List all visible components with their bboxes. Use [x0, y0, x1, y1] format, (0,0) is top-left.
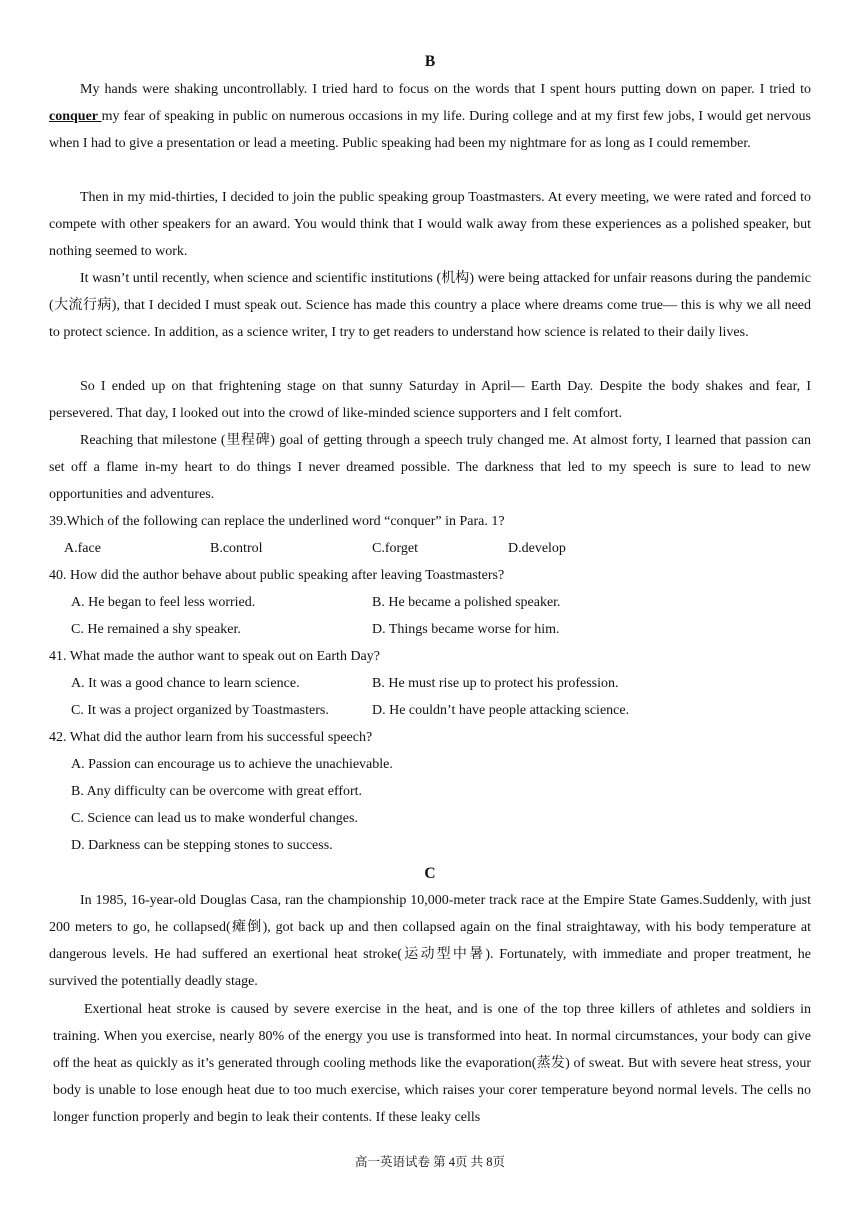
question-39-option-c[interactable]: C.forget: [372, 541, 419, 556]
question-40-option-c[interactable]: C. He remained a shy speaker.: [71, 622, 241, 637]
section-b-paragraph-4: So I ended up on that frightening stage on that sunny Saturday in April— Earth Day. Despite the body shakes and fear, I persevered. That day, I looked out into the crowd of like-minded science supporters and I felt comfort.: [49, 379, 811, 421]
underlined-word-conquer: conquer: [49, 109, 102, 124]
question-41-option-c[interactable]: C. It was a project organized by Toastmasters.: [71, 703, 329, 718]
question-41-stem: 41. What made the author want to speak out on Earth Day?: [49, 649, 380, 664]
section-c-heading: C: [424, 865, 436, 882]
question-39-stem: 39.Which of the following can replace the underlined word “conquer” in Para. 1?: [49, 514, 505, 529]
page-footer: 高一英语试卷 第 4页 共 8页: [354, 1155, 505, 1169]
question-41-option-a[interactable]: A. It was a good chance to learn science.: [71, 676, 300, 691]
question-42-option-b[interactable]: B. Any difficulty can be overcome with great effort.: [71, 784, 363, 799]
question-40-option-d[interactable]: D. Things became worse for him.: [372, 622, 560, 637]
question-41-option-d[interactable]: D. He couldn’t have people attacking science.: [372, 703, 630, 718]
question-40-option-b[interactable]: B. He became a polished speaker.: [372, 595, 561, 610]
p1-text-before: My hands were shaking uncontrollably. I tried hard to focus on the words that I spent hours putting down on paper. I tried to: [80, 82, 811, 97]
question-39-option-d[interactable]: D.develop: [508, 541, 566, 556]
question-40-stem: 40. How did the author behave about public speaking after leaving Toastmasters?: [49, 568, 505, 583]
question-39-option-a[interactable]: A.face: [64, 541, 101, 556]
question-39-option-b[interactable]: B.control: [210, 541, 263, 556]
section-b-paragraph-3: It wasn’t until recently, when science and scientific institutions (机构) were being attacked for unfair reasons during the pandemic (大流行病), that I decided I must speak out. Science has made this country a place where dreams come true— this is why we all need to protect science. In addition, as a science writer, I try to get readers to understand how science is related to their daily lives.: [49, 271, 811, 340]
section-c-paragraph-2: Exertional heat stroke is caused by severe exercise in the heat, and is one of the top three killers of athletes and soldiers in training. When you exercise, nearly 80% of the energy you use is transformed into heat. In normal circumstances, your body can give off the heat as quickly as it’s generated through cooling methods like the evaporation(蒸发) of sweat. But with severe heat stress, your body is unable to lose enough heat due to too much exercise, which raises your corer temperature beyond normal levels. The cells no longer function properly and begin to leak their contents. If these leaky cells: [53, 1002, 811, 1125]
section-b-paragraph-1: [49, 76, 811, 157]
question-42-option-c[interactable]: C. Science can lead us to make wonderful changes.: [71, 811, 358, 826]
section-c-paragraph-1: In 1985, 16-year-old Douglas Casa, ran the championship 10,000-meter track race at the Empire State Games.Suddenly, with just 200 meters to go, he collapsed(瘫倒), got back up and then collapsed again on the final straightaway, with his body temperature at dangerous levels. He had suffered an exertional heat stroke(运动型中暑). Fortunately, with immediate and proper treatment, he survived the potentially deadly stage.: [49, 893, 811, 989]
question-42-option-a[interactable]: A. Passion can encourage us to achieve the unachievable.: [71, 757, 393, 772]
question-41-option-b[interactable]: B. He must rise up to protect his profession.: [372, 676, 619, 691]
question-40-option-a[interactable]: A. He began to feel less worried.: [71, 595, 256, 610]
p1-text-after: my fear of speaking in public on numerous occasions in my life. During college and at my first few jobs, I would get nervous when I had to give a presentation or lead a meeting. Public speaking had been my nightmare for as long as I could remember.: [49, 109, 811, 151]
question-42-option-d[interactable]: D. Darkness can be stepping stones to success.: [71, 838, 333, 853]
question-42-stem: 42. What did the author learn from his successful speech?: [49, 730, 373, 745]
section-b-paragraph-2: Then in my mid-thirties, I decided to join the public speaking group Toastmasters. At every meeting, we were rated and forced to compete with other speakers for an award. You would think that I would walk away from these experiences as a polished speaker, but nothing seemed to work.: [49, 190, 811, 259]
section-b-heading: B: [424, 53, 436, 70]
section-b-paragraph-5: Reaching that milestone (里程碑) goal of getting through a speech truly changed me. At almost forty, I learned that passion can set off a flame in-my heart to do things I never dreamed possible. The darkness that led to my speech is sure to lead to new opportunities and adventures.: [49, 433, 811, 502]
